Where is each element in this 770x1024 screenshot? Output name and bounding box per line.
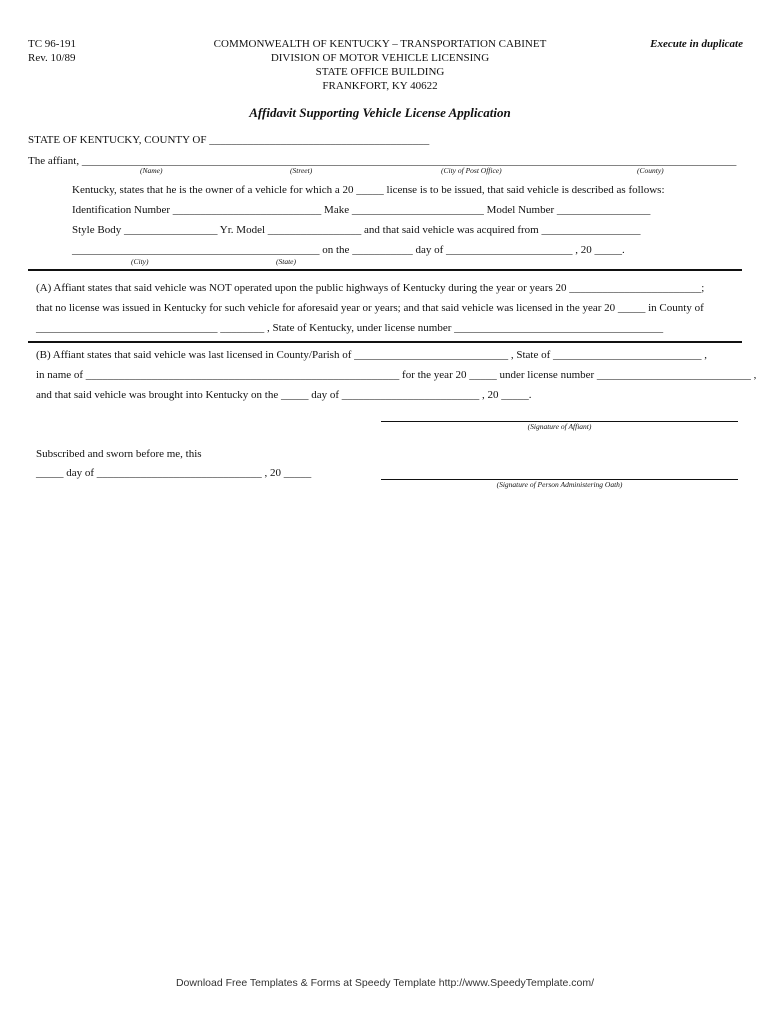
agency-line-3: STATE OFFICE BUILDING: [315, 66, 445, 78]
section-a-line-2: that no license was issued in Kentucky for such vehicle for aforesaid year or years; and that said vehicle was licensed in the year 20 _____ in County of: [36, 302, 704, 314]
section-b-line-2: in name of _________________________________________________________ for the year 20 _____ under license number ____________________________ ,: [36, 369, 757, 381]
section-b-line-1: (B) Affiant states that said vehicle was last licensed in County/Parish of ____________________________ , State of ___________________________ ,: [36, 349, 708, 361]
identification-line: Identification Number ___________________________ Make ________________________ Model Number _________________: [72, 204, 651, 216]
style-body-line: Style Body _________________ Yr. Model _________________ and that said vehicle was acquired from __________________: [72, 224, 641, 236]
agency-line-1: COMMONWEALTH OF KENTUCKY – TRANSPORTATION CABINET: [213, 38, 547, 50]
oath-line-1: Subscribed and sworn before me, this: [36, 448, 202, 460]
caption-state: (State): [276, 257, 296, 266]
agency-line-4: FRANKFORT, KY 40622: [322, 80, 438, 92]
caption-signature-affiant: (Signature of Affiant): [527, 422, 592, 431]
acquired-line: _____________________________________________ on the ___________ day of _______________________ , 20 _____.: [72, 244, 625, 256]
revision-date: Rev. 10/89: [28, 52, 76, 64]
section-a-line-1: (A) Affiant states that said vehicle was NOT operated upon the public highways of Kentucky during the year or years 20 ________________________;: [36, 282, 705, 294]
oath-line-2: _____ day of ______________________________ , 20 _____: [36, 467, 312, 479]
section-divider-2: [28, 341, 742, 343]
caption-signature-administrator: (Signature of Person Administering Oath): [496, 480, 623, 489]
caption-county: (County): [637, 166, 664, 175]
execute-note: Execute in duplicate: [650, 38, 743, 50]
form-number: TC 96-191: [28, 38, 76, 50]
form-title: Affidavit Supporting Vehicle License Application: [249, 105, 511, 120]
state-county-line: STATE OF KENTUCKY, COUNTY OF ________________________________________: [28, 134, 430, 146]
footer-download-note: Download Free Templates & Forms at Speedy Template http://www.SpeedyTemplate.com/: [175, 977, 595, 989]
caption-city: (City): [131, 257, 149, 266]
section-a-line-3: _________________________________ ________ , State of Kentucky, under license number ______________________________________: [36, 322, 664, 334]
section-divider-1: [28, 269, 742, 271]
caption-street: (Street): [290, 166, 313, 175]
owner-statement: Kentucky, states that he is the owner of a vehicle for which a 20 _____ license is to be issued, that said vehicle is described as follows:: [72, 184, 665, 196]
agency-line-2: DIVISION OF MOTOR VEHICLE LICENSING: [270, 52, 490, 64]
section-b-line-3: and that said vehicle was brought into Kentucky on the _____ day of _________________________ , 20 _____.: [36, 389, 532, 401]
affiant-line: The affiant, _______________________________________________________________________________________________________________________: [28, 155, 737, 167]
caption-city-post-office: (City of Post Office): [441, 166, 502, 175]
caption-name: (Name): [140, 166, 163, 175]
